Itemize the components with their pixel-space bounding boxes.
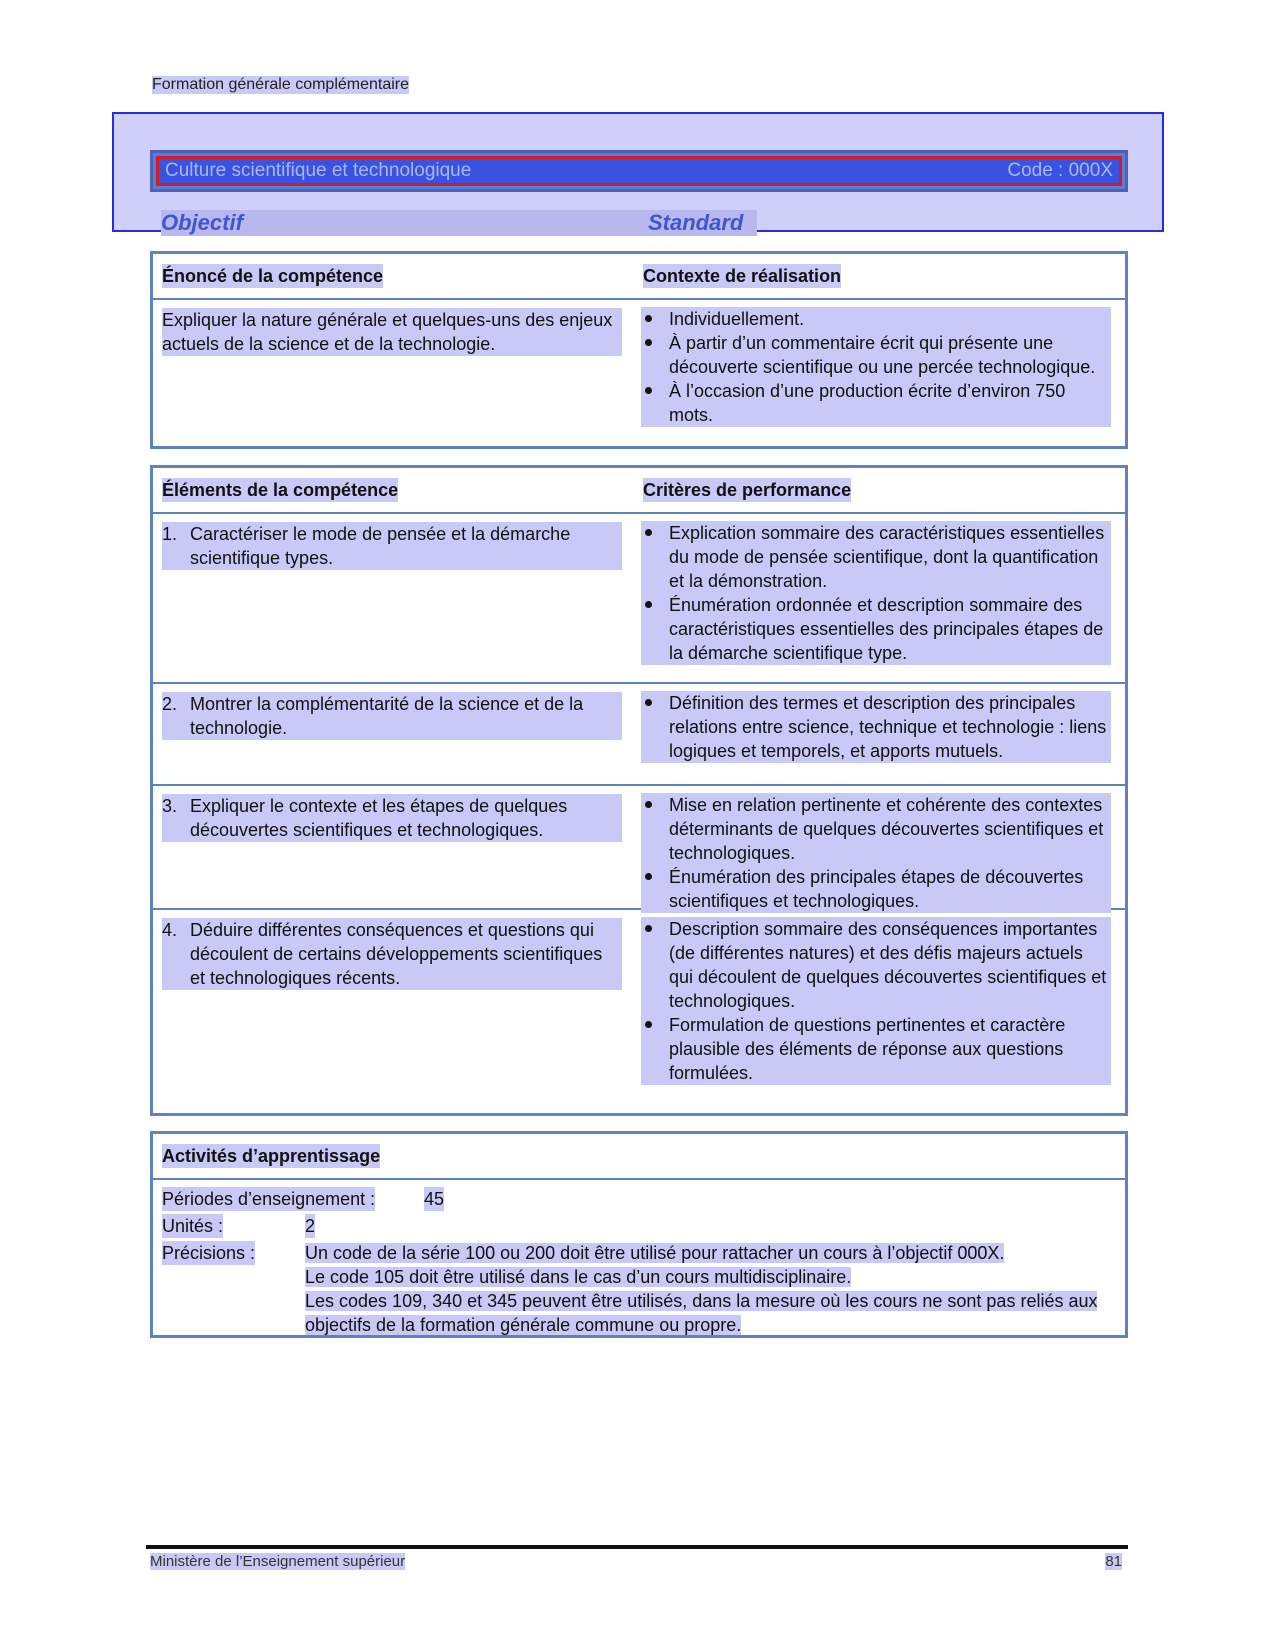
criterion-item: Énumération des principales étapes de découvertes scientifiques et technologiques. xyxy=(641,865,1111,913)
element-row xyxy=(153,684,1125,786)
element-number: 4. xyxy=(162,920,178,940)
element-statement: Caractériser le mode de pensée et la démarche scientifique types. xyxy=(190,524,571,568)
precisions-label: Précisions : xyxy=(162,1243,256,1263)
competence-row xyxy=(153,300,1125,448)
criteria-col xyxy=(641,793,1111,913)
elements-head-right: Critères de performance xyxy=(643,480,852,500)
elements-header xyxy=(153,468,1125,514)
precision-line: Les codes 109, 340 et 345 peuvent être utilisés, dans la mesure où les cours ne sont pas reliés aux objectifs de la formation générale commune ou propre. xyxy=(305,1291,1098,1335)
competence-head-left: Énoncé de la compétence xyxy=(162,266,384,286)
activities-head: Activités d’apprentissage xyxy=(162,1146,381,1166)
criterion-item: Explication sommaire des caractéristiques essentielles du mode de pensée scientifique, dont la quantification et la démonstration. xyxy=(641,521,1111,593)
units-value: 2 xyxy=(305,1216,316,1236)
criteria-col xyxy=(641,691,1111,763)
element-statement: Déduire différentes conséquences et questions qui découlent de certains développements scientifiques et technologiques récents. xyxy=(190,920,603,988)
element-row xyxy=(153,786,1125,910)
criteria-list xyxy=(641,691,1111,763)
footer-rule xyxy=(146,1545,1128,1549)
element-numbered-item xyxy=(162,522,622,570)
criterion-item: Définition des termes et description des principales relations entre science, technique et technologie : liens logiques et temporels, et apports mutuels. xyxy=(641,691,1111,763)
element-number: 3. xyxy=(162,796,178,816)
element-row xyxy=(153,910,1125,1102)
course-title-inner xyxy=(156,156,1122,186)
precisions-text xyxy=(305,1241,1125,1337)
competence-contexts xyxy=(641,307,1111,427)
criterion-item: Énumération ordonnée et description sommaire des caractéristiques essentielles des principales étapes de la démarche scientifique type. xyxy=(641,593,1111,665)
course-code: Code : 000X xyxy=(1007,160,1113,181)
element-text xyxy=(162,522,622,570)
activities-header xyxy=(153,1134,1125,1180)
criterion-item: Formulation de questions pertinentes et caractère plausible des éléments de réponse aux questions formulées. xyxy=(641,1013,1111,1085)
criteria-col xyxy=(641,521,1111,665)
criterion-item: Mise en relation pertinente et cohérente des contextes déterminants de quelques découvertes scientifiques et technologiques. xyxy=(641,793,1111,865)
units-label: Unités : xyxy=(162,1216,224,1236)
course-title: Culture scientifique et technologique xyxy=(165,160,472,181)
element-numbered-item xyxy=(162,918,622,990)
element-text xyxy=(162,692,622,740)
course-title-bar xyxy=(150,150,1128,192)
competence-box xyxy=(150,251,1128,449)
competence-statement: Expliquer la nature générale et quelques-uns des enjeux actuels de la science et de la technologie. xyxy=(162,308,622,356)
precision-block xyxy=(305,1289,1125,1337)
element-numbered-item xyxy=(162,692,622,740)
standard-label: Standard xyxy=(648,210,744,235)
page-number: 81 xyxy=(1105,1553,1122,1570)
element-row xyxy=(153,514,1125,684)
element-text xyxy=(162,794,622,842)
element-numbered-item xyxy=(162,794,622,842)
objectif-label: Objectif xyxy=(161,210,243,235)
criteria-list xyxy=(641,521,1111,665)
footer-ministry: Ministère de l’Enseignement supérieur xyxy=(150,1553,406,1570)
criteria-list xyxy=(641,793,1111,913)
criteria-list xyxy=(641,917,1111,1085)
context-item: Individuellement. xyxy=(641,307,1111,331)
running-header: Formation générale complémentaire xyxy=(152,76,410,93)
context-item: À partir d’un commentaire écrit qui présente une découverte scientifique ou une percée technologique. xyxy=(641,331,1111,379)
element-number: 1. xyxy=(162,524,178,544)
element-statement: Montrer la complémentarité de la science et de la technologie. xyxy=(190,694,584,738)
precision-block xyxy=(305,1265,1125,1289)
objectif-standard-row xyxy=(161,210,757,236)
context-list xyxy=(641,307,1111,427)
elements-rows xyxy=(153,514,1125,1102)
periods-value: 45 xyxy=(424,1189,445,1209)
element-text xyxy=(162,918,622,990)
precision-line: Un code de la série 100 ou 200 doit être utilisé pour rattacher un cours à l’objectif 000X. xyxy=(305,1243,1005,1263)
context-item: À l’occasion d’une production écrite d’environ 750 mots. xyxy=(641,379,1111,427)
element-number: 2. xyxy=(162,694,178,714)
criteria-col xyxy=(641,917,1111,1085)
competence-header xyxy=(153,254,1125,300)
criterion-item: Description sommaire des conséquences importantes (de différentes natures) et des défis majeurs actuels qui découlent de quelques découvertes scientifiques et technologiques. xyxy=(641,917,1111,1013)
activities-box xyxy=(150,1131,1128,1338)
elements-head-left: Éléments de la compétence xyxy=(162,480,399,500)
precision-line: Le code 105 doit être utilisé dans le cas d’un cours multidisciplinaire. xyxy=(305,1267,852,1287)
footer xyxy=(150,1553,1122,1570)
competence-head-right: Contexte de réalisation xyxy=(643,266,842,286)
periods-label: Périodes d’enseignement : xyxy=(162,1189,376,1209)
precision-block xyxy=(305,1241,1125,1265)
element-statement: Expliquer le contexte et les étapes de quelques découvertes scientifiques et technologiques. xyxy=(190,796,568,840)
elements-box xyxy=(150,465,1128,1116)
